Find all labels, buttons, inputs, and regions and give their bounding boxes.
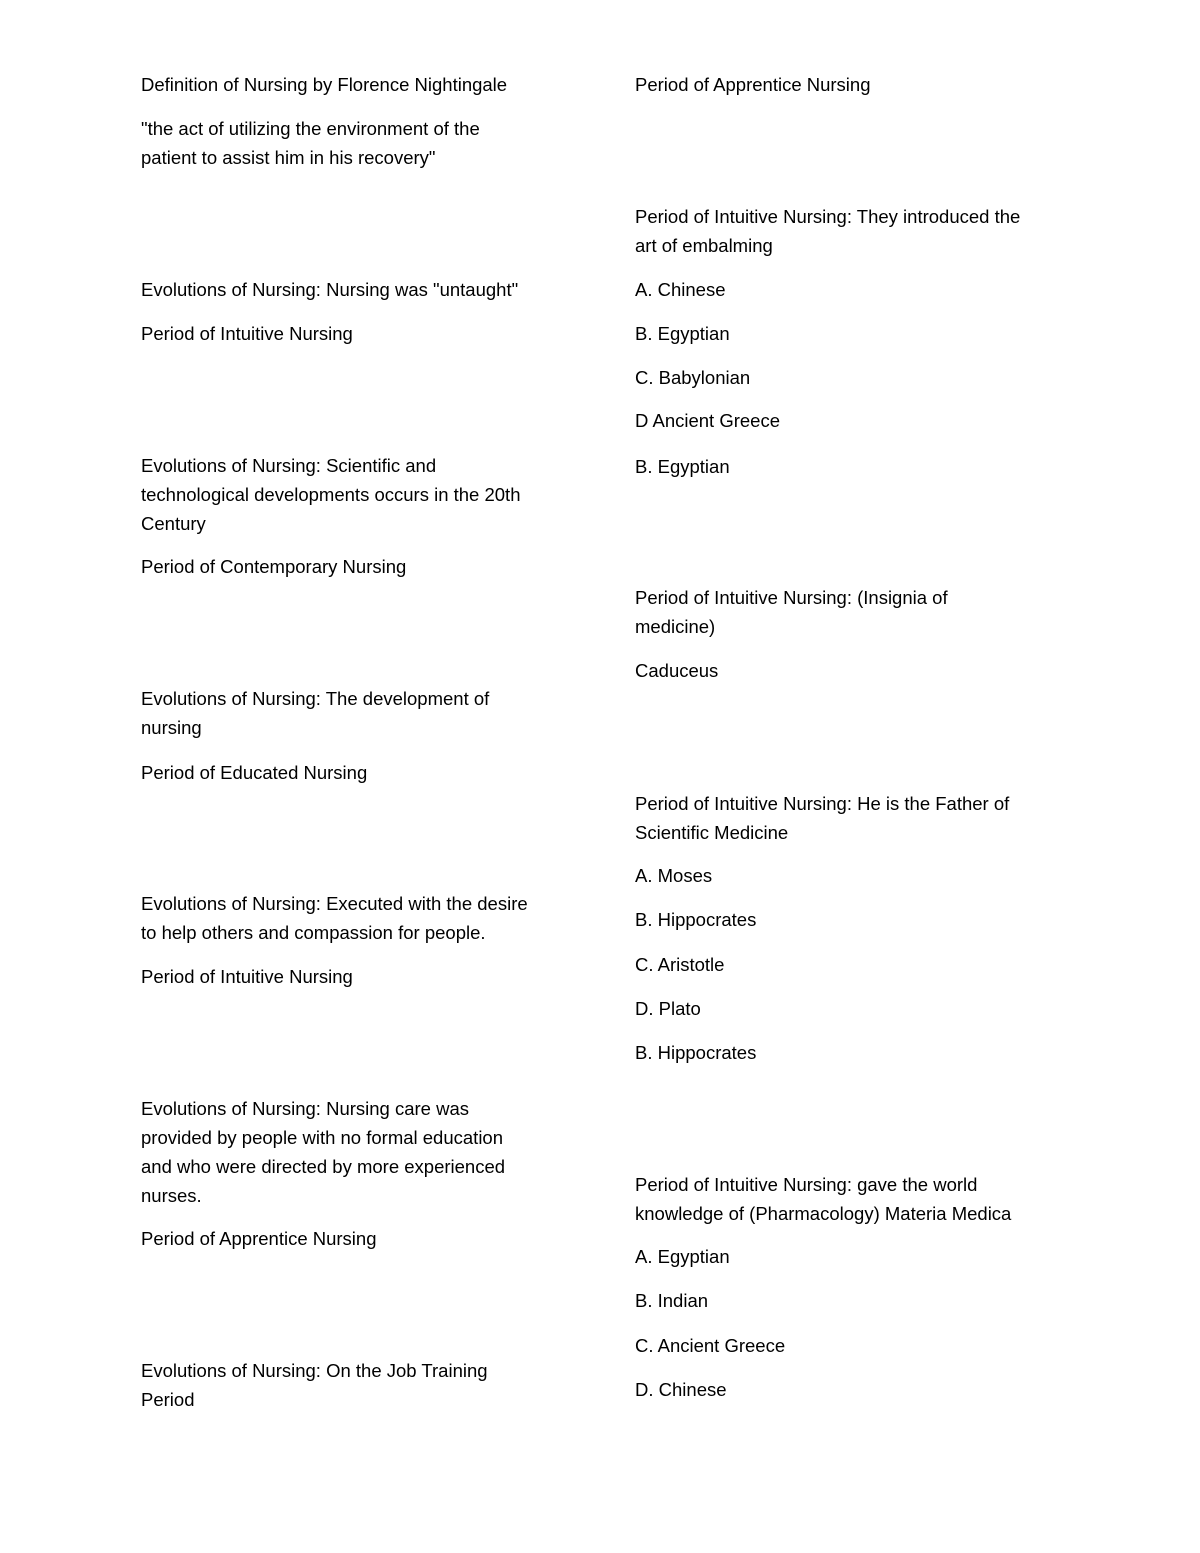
left-line-care-term-3: and who were directed by more experienced <box>141 1156 506 1177</box>
left-line-development-answer: Period of Educated Nursing <box>141 762 368 783</box>
left-line-care-term-4: nurses. <box>141 1185 202 1206</box>
left-line-development-term-2: nursing <box>141 717 202 738</box>
right-line-materia-option-a: A. Egyptian <box>635 1246 730 1267</box>
right-line-materia-option-c: C. Ancient Greece <box>635 1335 786 1356</box>
right-line-insignia-term-1: Period of Intuitive Nursing: (Insignia of <box>635 587 948 608</box>
left-line-compassion-term-2: to help others and compassion for people. <box>141 922 486 943</box>
right-line-materia-term-1: Period of Intuitive Nursing: gave the world <box>635 1174 978 1195</box>
right-line-embalming-option-c: C. Babylonian <box>635 367 751 388</box>
right-line-embalming-term-2: art of embalming <box>635 235 773 256</box>
left-line-scientific-term-1: Evolutions of Nursing: Scientific and <box>141 455 437 476</box>
left-line-training-term-2: Period <box>141 1389 195 1410</box>
right-line-father-answer: B. Hippocrates <box>635 1042 757 1063</box>
right-line-father-option-d: D. Plato <box>635 998 701 1019</box>
right-line-embalming-option-d: D Ancient Greece <box>635 410 780 431</box>
right-line-embalming-term-1: Period of Intuitive Nursing: They introduced the <box>635 206 1021 227</box>
right-line-materia-option-d: D. Chinese <box>635 1379 727 1400</box>
left-line-care-answer: Period of Apprentice Nursing <box>141 1228 377 1249</box>
right-line-materia-term-2: knowledge of (Pharmacology) Materia Medica <box>635 1203 1012 1224</box>
left-line-definition-heading: Definition of Nursing by Florence Nightingale <box>141 74 508 95</box>
left-line-untaught-answer: Period of Intuitive Nursing <box>141 323 353 344</box>
left-line-development-term-1: Evolutions of Nursing: The development of <box>141 688 490 709</box>
left-line-compassion-answer: Period of Intuitive Nursing <box>141 966 353 987</box>
right-line-embalming-answer: B. Egyptian <box>635 456 730 477</box>
left-line-training-term-1: Evolutions of Nursing: On the Job Training <box>141 1360 488 1381</box>
right-line-insignia-answer: Caduceus <box>635 660 719 681</box>
left-line-untaught-term: Evolutions of Nursing: Nursing was "untaught" <box>141 279 519 300</box>
left-line-scientific-term-3: Century <box>141 513 206 534</box>
right-line-materia-option-b: B. Indian <box>635 1290 709 1311</box>
right-line-father-term-2: Scientific Medicine <box>635 822 789 843</box>
right-line-embalming-option-a: A. Chinese <box>635 279 726 300</box>
left-line-definition-quote-2: patient to assist him in his recovery" <box>141 147 436 168</box>
left-line-compassion-term-1: Evolutions of Nursing: Executed with the desire <box>141 893 528 914</box>
left-line-scientific-answer: Period of Contemporary Nursing <box>141 556 407 577</box>
left-line-definition-quote-1: "the act of utilizing the environment of the <box>141 118 480 139</box>
right-line-father-term-1: Period of Intuitive Nursing: He is the Father of <box>635 793 1010 814</box>
right-line-father-option-b: B. Hippocrates <box>635 909 757 930</box>
left-line-scientific-term-2: technological developments occurs in the 20th <box>141 484 521 505</box>
right-line-embalming-option-b: B. Egyptian <box>635 323 730 344</box>
left-line-care-term-1: Evolutions of Nursing: Nursing care was <box>141 1098 470 1119</box>
right-line-insignia-term-2: medicine) <box>635 616 716 637</box>
right-line-father-option-c: C. Aristotle <box>635 954 725 975</box>
left-line-care-term-2: provided by people with no formal education <box>141 1127 504 1148</box>
right-line-father-option-a: A. Moses <box>635 865 713 886</box>
right-line-training-answer: Period of Apprentice Nursing <box>635 74 871 95</box>
